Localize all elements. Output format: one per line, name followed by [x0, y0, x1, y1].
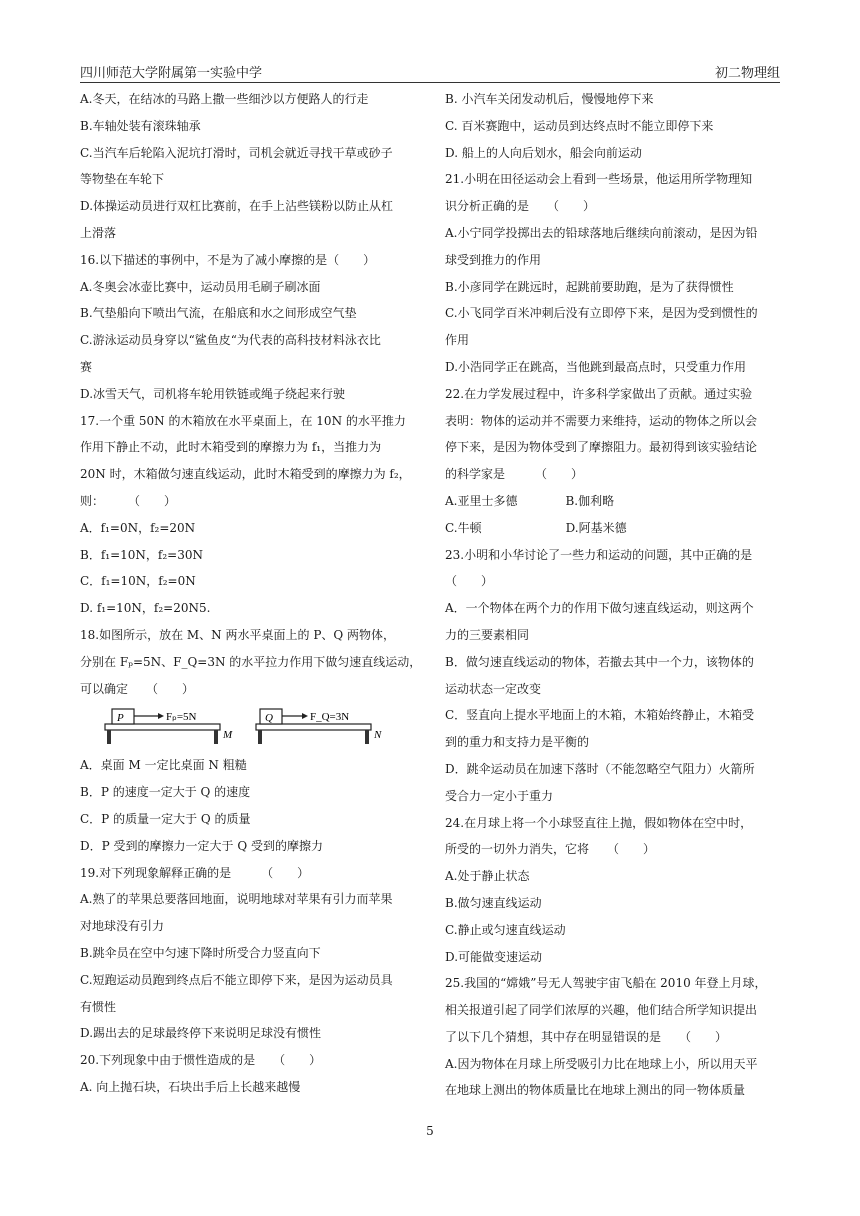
text-line: 的科学家是 （ ）	[445, 467, 584, 482]
text-line: 25.我国的“嫦娥”号无人驾驶宇宙飞船在 2010 年登上月球，	[445, 976, 767, 991]
text-line: A．一个物体在两个力的作用下做匀速直线运动，则这两个	[445, 601, 754, 616]
text-line: A.处于静止状态	[445, 869, 530, 884]
text-line: 则： （ ）	[80, 493, 177, 508]
text-line: 21.小明在田径运动会上看到一些场景，他运用所学物理知	[445, 172, 753, 187]
school-name: 四川师范大学附属第一实验中学	[80, 66, 263, 81]
text-line: A．桌面 M 一定比桌面 N 粗糙	[80, 758, 247, 773]
text-line: A.冬天，在结冰的马路上撒一些细沙以方便路人的行走	[80, 92, 369, 106]
text-line: 识分析正确的是 （ ）	[445, 199, 596, 214]
text-line: B. 小汽车关闭发动机后，慢慢地停下来	[445, 92, 654, 106]
text-line: 到的重力和支持力是平衡的	[445, 735, 590, 750]
table-m-top	[105, 724, 220, 730]
text-line: 受合力一定小于重力	[445, 788, 554, 803]
text-line: 相关报道引起了同学们浓厚的兴趣，他们结合所学知识提出	[445, 1003, 758, 1018]
left-column	[80, 86, 422, 1101]
text-line: 了以下几个猜想，其中存在明显错误的是 （ ）	[445, 1029, 728, 1044]
table-n-leg-left	[258, 730, 262, 744]
text-line: 力的三要素相同	[445, 627, 530, 642]
text-line: 23.小明和小华讨论了一些力和运动的问题，其中正确的是	[445, 547, 753, 562]
text-line: A. 向上抛石块，石块出手后上长越来越慢	[80, 1079, 301, 1094]
text-line: B.车轴处装有滚珠轴承	[80, 118, 201, 133]
text-line: B．f₁=10N，f₂=30N	[80, 547, 203, 562]
text-line: A．f₁=0N，f₂=20N	[80, 520, 196, 535]
table-n-leg-right	[365, 730, 369, 744]
text-line: 表明：物体的运动并不需要力来维持，运动的物体之所以会	[445, 413, 758, 428]
text-line: 等物垫在车轮下	[80, 172, 165, 187]
text-line: D.冰雪天气，司机将车轮用铁链或绳子绕起来行驶	[80, 386, 346, 401]
text-line: B.做匀速直线运动	[445, 895, 542, 910]
text-line: 20N 时，木箱做匀速直线运动，此时木箱受到的摩擦力为 f₂，	[80, 467, 411, 482]
text-line: A.小宁同学投掷出去的铅球落地后继续向前滚动，是因为铅	[445, 225, 758, 240]
text-line: 20.下列现象中由于惯性造成的是 （ ）	[80, 1053, 322, 1068]
table-m-leg-left	[107, 730, 111, 744]
text-line: C．竖直向上提水平地面上的木箱，木箱始终静止，木箱受	[445, 708, 755, 723]
text-line: 所受的一切外力消失，它将 （ ）	[445, 842, 656, 857]
text-line: 在地球上测出的物体质量比在地球上测出的同一物体质量	[445, 1083, 746, 1098]
force-p-label: Fₚ=5N	[166, 711, 197, 724]
force-q-arrowhead	[302, 713, 308, 719]
text-line: C.小飞同学百米冲刺后没有立即停下来，是因为受到惯性的	[445, 306, 758, 321]
table-m-leg-right	[214, 730, 218, 744]
text-line: B.跳伞员在空中匀速下降时所受合力竖直向下	[80, 945, 321, 960]
text-line: 作用下静止不动，此时木箱受到的摩擦力为 f₁，当推力为	[80, 440, 382, 455]
text-line: C.当汽车后轮陷入泥坑打滑时，司机会就近寻找干草或砂子	[80, 145, 393, 160]
text-line: （ ）	[445, 574, 494, 589]
text-line: B.小彦同学在跳远时，起跳前要助跑，是为了获得惯性	[445, 279, 734, 294]
text-line: D．跳伞运动员在加速下落时（不能忽略空气阻力）火箭所	[445, 761, 755, 776]
text-line: A.熟了的苹果总要落回地面，说明地球对苹果有引力而苹果	[80, 892, 393, 907]
text-line: 作用	[445, 333, 470, 348]
text-line: D.可能做变速运动	[445, 949, 543, 964]
text-line: 赛	[80, 359, 93, 374]
text-line: A.因为物体在月球上所受吸引力比在地球上小，所以用天平	[445, 1056, 758, 1071]
text-line: 24.在月球上将一个小球竖直往上抛，假如物体在空中时，	[445, 815, 753, 830]
text-line: C.游泳运动员身穿以“鲨鱼皮“为代表的高科技材料泳衣比	[80, 333, 381, 348]
text-line: D．P 受到的摩擦力一定大于 Q 受到的摩擦力	[80, 838, 323, 853]
table-n-top	[256, 724, 371, 730]
text-line: D.踢出去的足球最终停下来说明足球没有惯性	[80, 1026, 322, 1041]
text-line: 对地球没有引力	[80, 919, 165, 934]
text-line: 19.对下列现象解释正确的是 （ ）	[80, 865, 310, 880]
text-line: C.牛顿 D.阿基米德	[445, 520, 627, 535]
page-number: 5	[426, 1124, 434, 1138]
text-line: D.体操运动员进行双杠比赛前，在手上沾些镁粉以防止从杠	[80, 199, 394, 214]
text-line: C. 百米赛跑中，运动员到达终点时不能立即停下来	[445, 118, 714, 133]
text-line: B.气垫船向下喷出气流，在船底和水之间形成空气垫	[80, 306, 357, 321]
text-line: C.静止或匀速直线运动	[445, 922, 566, 937]
text-line: D. f₁=10N，f₂=20N5.	[80, 601, 211, 616]
text-line: 22.在力学发展过程中，许多科学家做出了贡献。通过实验	[445, 386, 753, 401]
text-line: B．P 的速度一定大于 Q 的速度	[80, 785, 251, 800]
text-line: C．P 的质量一定大于 Q 的质量	[80, 811, 251, 826]
text-line: 球受到推力的作用	[445, 252, 542, 267]
block-q-label: Q	[265, 712, 273, 725]
text-line: A.冬奥会冰壶比赛中，运动员用毛刷子刷冰面	[80, 279, 321, 294]
text-line: 18.如图所示，放在 M、N 两水平桌面上的 P、Q 两物体，	[80, 627, 396, 642]
text-line: 上滑落	[80, 225, 117, 240]
text-line: A.亚里士多德 B.伽利略	[445, 493, 615, 508]
text-line: 运动状态一定改变	[445, 681, 542, 696]
force-q-label: F_Q=3N	[310, 711, 350, 724]
text-line: 可以确定 （ ）	[80, 681, 195, 696]
force-p-arrowhead	[158, 713, 164, 719]
right-column	[445, 86, 780, 1104]
group-name: 初二物理组	[714, 66, 780, 81]
page-header	[80, 60, 780, 83]
text-line: 有惯性	[80, 999, 117, 1014]
text-line: 停下来，是因为物体受到了摩擦阻力。最初得到该实验结论	[445, 440, 758, 455]
block-p-label: P	[117, 712, 124, 725]
text-line: D.小浩同学正在跳高，当他跳到最高点时，只受重力作用	[445, 359, 747, 374]
friction-figure	[80, 704, 415, 750]
text-line: 16.以下描述的事例中，不是为了减小摩擦的是（ ）	[80, 252, 376, 267]
text-line: 分别在 Fₚ=5N、F_Q=3N 的水平拉力作用下做匀速直线运动，	[80, 654, 422, 669]
text-line: D. 船上的人向后划水，船会向前运动	[445, 145, 642, 160]
text-line: C．f₁=10N，f₂=0N	[80, 574, 196, 589]
table-m-label: M	[223, 729, 233, 742]
table-diagram	[80, 704, 400, 750]
text-line: B．做匀速直线运动的物体，若撤去其中一个力，该物体的	[445, 654, 754, 669]
table-n-label: N	[374, 729, 382, 742]
text-line: 17.一个重 50N 的木箱放在水平桌面上，在 10N 的水平推力	[80, 413, 406, 428]
text-line: C.短跑运动员跑到终点后不能立即停下来，是因为运动员具	[80, 972, 393, 987]
